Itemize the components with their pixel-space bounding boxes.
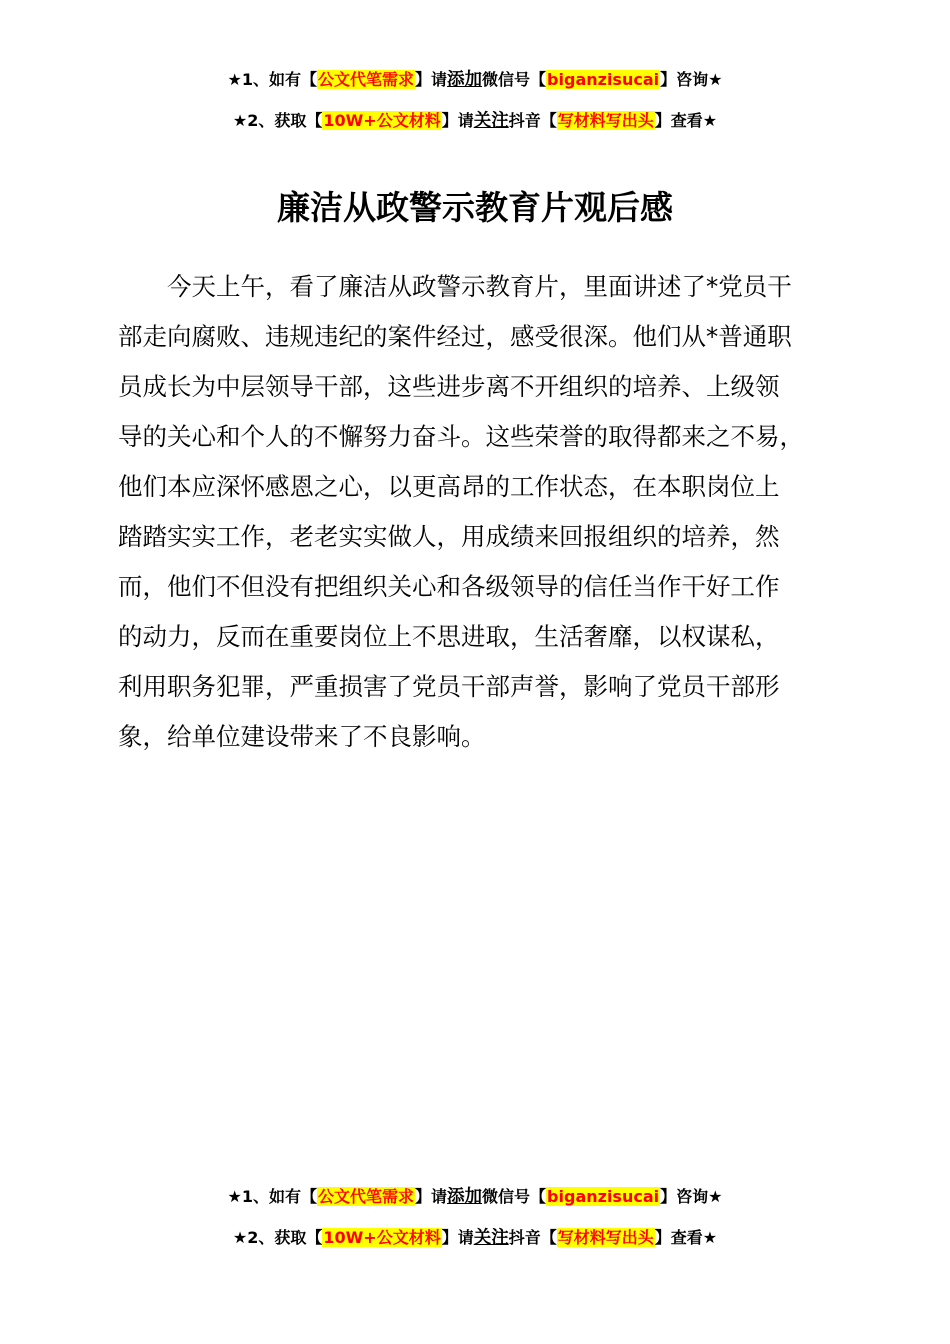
- header-banner-line-2: [0, 109, 950, 133]
- paragraph-line: 导的关心和个人的不懈努力奋斗。这些荣誉的取得都来之不易，: [118, 422, 804, 451]
- banner-highlight: 10W+公文材料: [323, 1228, 441, 1247]
- paragraph-line: 踏踏实实工作，老老实实做人，用成绩来回报组织的培养，然: [118, 522, 780, 551]
- paragraph-line: 的动力，反而在重要岗位上不思进取，生活奢靡，以权谋私，: [118, 622, 780, 651]
- paragraph-line: 象，给单位建设带来了不良影响。: [118, 722, 486, 751]
- banner-text: 】请: [415, 1187, 448, 1206]
- banner-highlight: 10W+公文材料: [323, 111, 441, 130]
- douyin-id-highlight: 写材料写出头: [557, 111, 654, 130]
- banner-text: ★1、如有【: [227, 70, 317, 89]
- paragraph-line: 利用职务犯罪，严重损害了党员干部声誉，影响了党员干部形: [118, 672, 780, 701]
- douyin-id-highlight: 写材料写出头: [557, 1228, 654, 1247]
- banner-text: 】查看★: [654, 111, 718, 130]
- banner-text: 微信号【: [482, 1187, 547, 1206]
- banner-text: 】请: [441, 111, 474, 130]
- header-banner-line-1: [0, 68, 950, 92]
- paragraph-line: 部走向腐败、违规违纪的案件经过，感受很深。他们从*普通职: [118, 322, 792, 351]
- paragraph-line: 而，他们不但没有把组织关心和各级领导的信任当作干好工作: [118, 572, 780, 601]
- footer-banner-line-1: [0, 1185, 950, 1209]
- banner-text: 抖音【: [508, 1228, 557, 1247]
- banner-emphasis: 关注: [473, 1228, 509, 1248]
- banner-text: ★2、获取【: [232, 1228, 323, 1247]
- paragraph-line: 他们本应深怀感恩之心，以更高昂的工作状态，在本职岗位上: [118, 472, 780, 501]
- banner-text: 】查看★: [654, 1228, 718, 1247]
- banner-text: 】咨询★: [660, 1187, 723, 1206]
- wechat-id-highlight: biganzisucai: [547, 1187, 660, 1206]
- banner-text: 抖音【: [508, 111, 557, 130]
- wechat-id-highlight: biganzisucai: [547, 70, 660, 89]
- document-title: 廉洁从政警示教育片观后感: [277, 188, 673, 227]
- paragraph-line: 今天上午，看了廉洁从政警示教育片，里面讲述了*党员干: [167, 272, 792, 301]
- banner-text: 】请: [415, 70, 448, 89]
- document-paragraph: [118, 262, 858, 762]
- banner-text: ★1、如有【: [227, 1187, 317, 1206]
- banner-emphasis: 关注: [473, 111, 509, 131]
- paragraph-line: 员成长为中层领导干部，这些进步离不开组织的培养、上级领: [118, 372, 780, 401]
- banner-emphasis: 添加: [447, 1187, 483, 1207]
- banner-text: 】咨询★: [660, 70, 723, 89]
- banner-text: 】请: [441, 1228, 474, 1247]
- banner-text: ★2、获取【: [232, 111, 323, 130]
- banner-text: 微信号【: [482, 70, 547, 89]
- banner-highlight: 公文代笔需求: [318, 70, 415, 89]
- footer-banner-line-2: [0, 1226, 950, 1250]
- banner-emphasis: 添加: [447, 70, 483, 90]
- banner-highlight: 公文代笔需求: [318, 1187, 415, 1206]
